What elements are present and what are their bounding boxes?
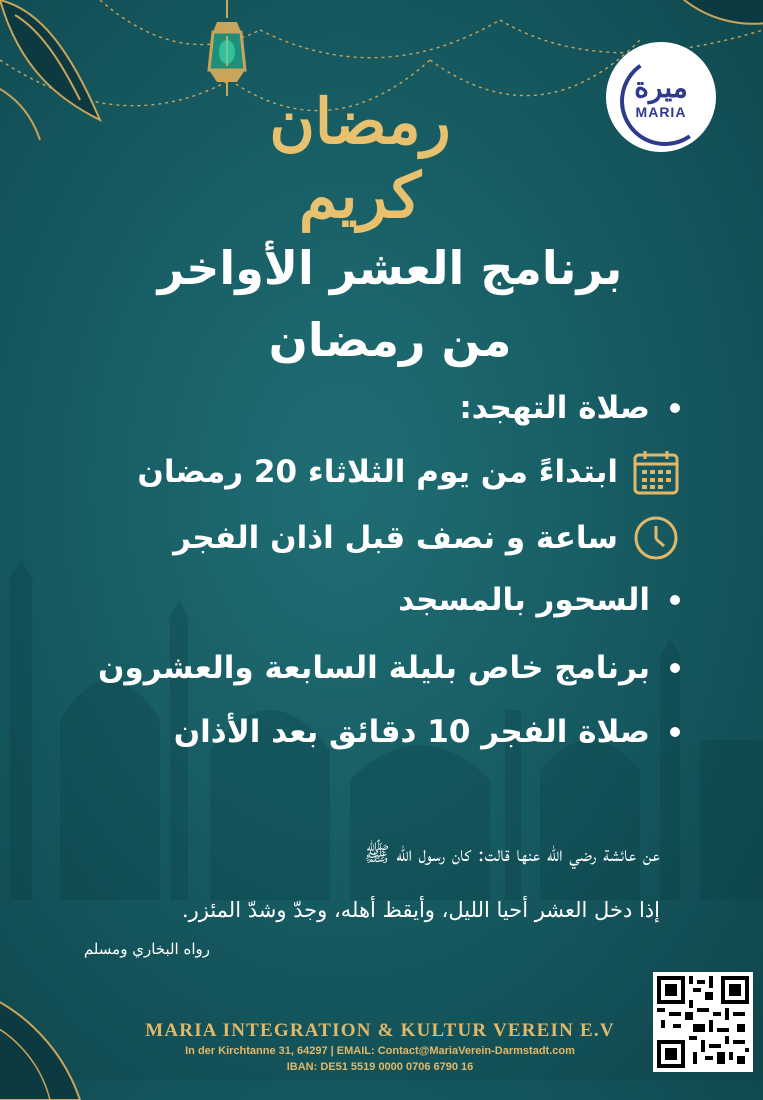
- bullet-icon: [670, 727, 680, 737]
- title-line-1: برنامج العشر الأواخر: [157, 241, 623, 295]
- list-item: [459, 390, 680, 426]
- list-item: [174, 714, 680, 750]
- list-item-text: السحور بالمسجد: [398, 582, 650, 618]
- hadith-line-2: إذا دخل العشر أحيا الليل، وأيقظ أهله، وجدّ وشدّ المئزر.: [181, 898, 660, 922]
- logo-latin-text: MARIA: [635, 104, 687, 120]
- qr-code[interactable]: [653, 972, 753, 1072]
- page-title: [100, 232, 680, 376]
- contact-address: In der Kirchtanne 31, 64297 | EMAIL: Contact@MariaVerein-Darmstadt.com: [185, 1045, 575, 1057]
- list-item-text: صلاة الفجر 10 دقائق بعد الأذان: [173, 714, 650, 750]
- organization-name: MARIA INTEGRATION & KULTUR VEREIN E.V: [145, 1020, 615, 1041]
- hadith-source: رواه البخاري ومسلم: [83, 940, 210, 958]
- list-item: [137, 448, 680, 496]
- list-item-text: برنامج خاص بليلة السابعة والعشرون: [98, 650, 650, 686]
- ramadan-kareem-calligraphy: رمضان كريم: [269, 85, 451, 233]
- bullet-icon: [670, 595, 680, 605]
- list-item: [173, 514, 680, 562]
- list-item-text: ساعة و نصف قبل اذان الفجر: [173, 520, 618, 556]
- list-item: [398, 582, 680, 618]
- hadith-quote: [100, 826, 660, 938]
- maria-logo: [606, 42, 716, 152]
- calendar-icon: [632, 448, 680, 496]
- title-line-2: من رمضان: [268, 313, 512, 367]
- logo-arabic-text: ميرة: [634, 71, 688, 104]
- ornament-corner-top-right: [663, 0, 763, 40]
- hadith-line-1: عن عائشة رضي الله عنها قالت: كان رسول الله ﷺ: [364, 842, 660, 866]
- iban-text: IBAN: DE51 5519 0000 0706 6790 16: [286, 1061, 474, 1073]
- list-item-text: صلاة التهجد:: [459, 390, 650, 426]
- clock-icon: [632, 514, 680, 562]
- footer: [120, 1020, 640, 1073]
- list-item-text: ابتداءً من يوم الثلاثاء 20 رمضان: [137, 454, 618, 490]
- list-item: [98, 650, 680, 686]
- bullet-icon: [670, 663, 680, 673]
- ornament-corner-top-left: [0, 0, 130, 140]
- ornament-corner-bottom-left: [0, 950, 120, 1100]
- bullet-icon: [670, 403, 680, 413]
